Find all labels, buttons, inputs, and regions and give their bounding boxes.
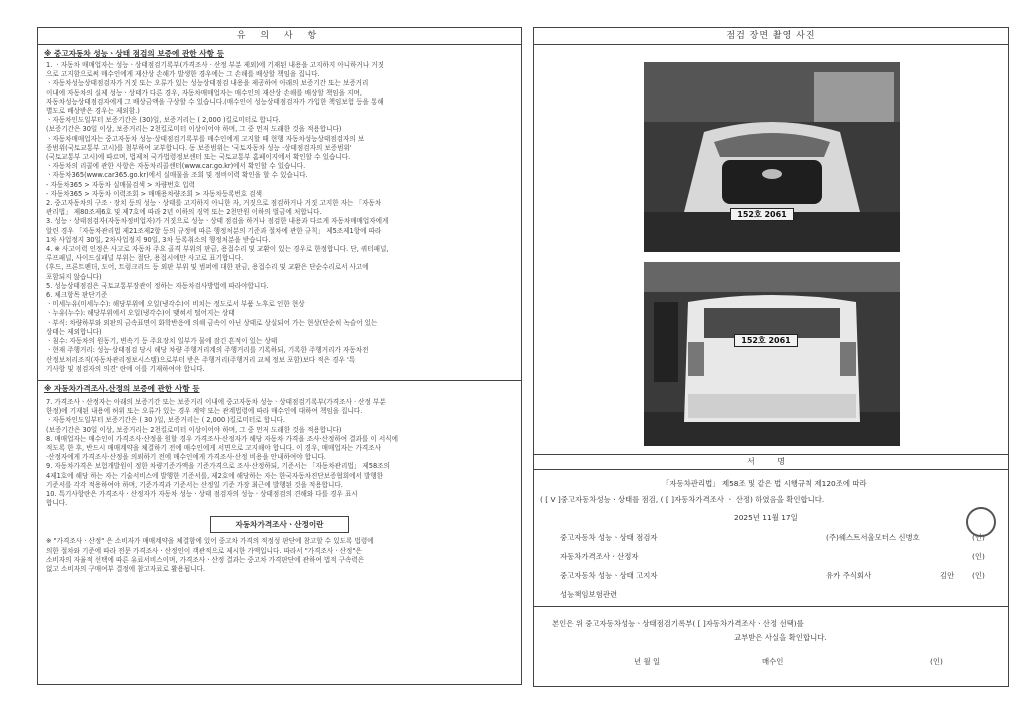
sec1-line: 포함되지 않습니다) [46,272,102,281]
sec1-line: - 자동차365 > 자동차 실매물검색 > 차량번호 입력 [46,180,195,189]
sec1-line: ㆍ현재 주행거리: 성능·상태점검 당시 해당 차량 주행거리계의 주행거리를 기록하되, 기록한 주행거리가 자동차전 [46,346,369,355]
section1-title: ※ 중고자동차 성능ㆍ상태 점검의 보증에 관한 사항 등 [44,49,224,58]
sec1-line: (국토교통부 고시)에 따르며, 법제처 국가법령정보센터 또는 국토교통부 홈페이지에서 확인할 수 있습니다. [46,153,351,162]
sec1-line: 상태는 제외합니다) [46,327,102,336]
sec2-line: (보증기간은 30일 이상, 보증거리는 2천킬로미터 이상이어야 하며, 그 중 먼저 도래한 것을 적용합니다) [46,425,342,434]
inspector-label: 중고자동차 성능ㆍ상태 점검자 [560,533,658,542]
sec1-line: ㆍ자동차성능상태점검자가 거짓 또는 오류가 있는 성능상태점검 내용을 제공하여 아래의 보증기간 또는 보증거리 [46,79,369,88]
sec1-line: ㆍ미세누유(미세누수): 해당부위에 오일(냉각수)이 비치는 정도로서 부품 노후로 인한 현상 [46,300,305,309]
notice-panel [37,27,522,685]
section2-lines [38,396,521,508]
inspector-seal: (인) [972,533,985,542]
section2-title: ※ 자동차가격조사.산정의 보증에 관한 사항 등 [38,380,521,396]
sec1-line: 5. 성능상태점검은 국토교통부장관이 정하는 자동차검사방법에 따라야합니다. [46,281,269,290]
sec1-line: 기사항 및 점검자의 의견' 란에 이를 기재하여야 합니다. [46,364,205,373]
section3-lines [38,535,521,574]
sec1-line: 2. 중고자동차의 구조ㆍ장치 등의 성능ㆍ상태를 고지하지 아니한 자, 거짓으로 점검하거나 거짓 고지한 자는 「자동차 [46,199,382,208]
sec2-line: 10. 특기사항란은 가격조사ㆍ산정자가 자동차 성능ㆍ상태 점검자의 성능ㆍ상태점검의 견해와 다를 경우 표시 [46,489,358,498]
photo-signature-panel [533,27,1009,687]
sec1-line: ㆍ자동차인도일부터 보증기간은 (30)일, 보증거리는 ( 2,000 )킬로미터로 합니다. [46,116,281,125]
rear-inspection-photo [644,262,900,446]
sec1-line: 별도로 배상받은 경우는 제외함.) [46,107,140,116]
sec1-line: ㆍ자동차매매업자는 중고자동차 성능·상태점검기록부를 매수인에게 고지할 때 현행 자동차성능상태점검자의 보 [46,134,365,143]
sec2-line: 적도록 한 후, 반드시 매매계약을 체결하기 전에 매수인에게 서면으로 고지해야 합니다. 이 경우, 매매업자는 가격조사 [46,443,381,452]
sec3-line: 의한 절차와 기준에 따라 전문 가격조사ㆍ산정인이 객관적으로 제시한 가액입니다. 따라서 "가격조사ㆍ산정"은 [46,546,362,555]
sec1-line: 알린 경우 「자동차관리법 제21조제2항 등의 규정에 따른 행정처분의 기준과 절차에 관한 규칙」 제5조제1항에 따라 [46,226,382,235]
inspector-name: (주)웨스트서울모터스 신병호 [826,533,920,542]
sec1-line: ㆍ부식: 차량하부와 외판의 금속표면이 화학반응에 의해 금속이 아닌 상태로 상실되어 가는 현상(단순히 녹슬어 있는 [46,318,378,327]
sec3-line: 없고 소비자의 구매여부 결정에 참고자료로 활용됩니다. [46,564,206,573]
sec1-line: ㆍ자동차의 리콜에 관한 사항은 자동차리콜센터(www.car.go.kr)에서 확인할 수 있습니다. [46,162,306,171]
price-assessor-seal: (인) [972,552,985,561]
sec1-line: 증범위(국토교통부 고시)를 첨부하여 교부합니다. 동 보증범위는 '국토자동차 성능 ·상태점검자의 보증범위' [46,143,352,152]
notifier-company: 유카 주식회사 [826,571,872,580]
insurance-label: 성능책임보험관련 [560,590,618,599]
sec1-line: 6. 체크항목 판단기준 [46,291,108,300]
rear-car-image [644,262,900,446]
sec2-line: 8. 매매업자는 매수인이 가격조사·산정을 원할 경우 가격조사·산정자가 해당 자동차 가격을 조사·산정하여 결과를 이 서식에 [46,434,398,443]
sec1-line: ㆍ자동차365(www.car365.go.kr)에서 실매물을 조회 및 정비이력 확인을 할 수 있습니다. [46,171,308,180]
receipt-confirmation: 교부받은 사실을 확인합니다. [734,633,827,642]
sec1-line: 4. ※ 사고이력 인정은 사고로 자동차 주요 골격 부위의 판금, 용접수리 및 교환이 있는 경우로 한정합니다. 단, 쿼터패널, [46,245,389,254]
sec1-line: 관리법」 제80조제6호 및 제7호에 따라 2년 이하의 징역 또는 2천만원 이하의 벌금에 처합니다. [46,208,322,217]
photo-header: 점검 장면 촬영 사진 [534,28,1008,45]
front-inspection-photo [644,62,900,252]
buyer-label: 매수인 [762,657,784,666]
notifier-label: 중고자동차 성능ㆍ상태 고지자 [560,571,658,580]
sec1-line: ㆍ침수: 자동차의 원동기, 변속기 등 주요장치 일부가 물에 잠긴 흔적이 있는 상태 [46,337,278,346]
price-assessor-label: 자동차가격조사ㆍ산정자 [560,552,639,561]
sec2-line: 합니다. [46,499,68,508]
sec1-line: - 자동차365 > 자동차 이력조회 > 매매용차량조회 > 자동차등록번호 검색 [46,189,263,198]
section1-lines [38,59,521,374]
sec1-line: 1차 사업정지 30일, 2차사업정지 90일, 3차 등록취소의 행정처분을 받습니다. [46,235,271,244]
sec1-line: (보증기간은 30일 이상, 보증거리는 2천킬로미터 이상이어야 하며, 그 중 먼저 도래한 것을 적용합니다) [46,125,342,134]
sec1-line: ㆍ누유(누수): 해당부위에서 오일(냉각수)이 맺혀서 떨어지는 상태 [46,309,235,318]
rear-license-plate: 152호 2061 [734,334,798,347]
signature-date: 2025년 11월 17일 [734,513,798,522]
sec1-line: (후드, 프론트펜더, 도어, 트렁크리드 등 외판 부위 및 범퍼에 대한 판금, 용접수리 및 교환은 단순수리로서 사고에 [46,263,369,272]
sec1-line: 으로 고지함으로써 매수인에게 재산상 손해가 발생한 경우에는 그 손해를 배상할 책임을 집니다. [46,70,320,79]
sec2-line: 9. 자동차가격은 보험개발원이 정한 차량기준가액을 기준가격으로 조사·산정하되, 기준서는 「자동차관리법」 제58조의 [46,462,390,471]
sec1-line: 루프패널, 사이드실패널 부위는 절단, 용접시에만 사고로 표기합니다. [46,254,244,263]
official-seal-stamp [966,507,996,537]
front-car-image [644,62,900,252]
law-reference: 「자동차관리법」 제58조 및 같은 법 시행규칙 제120조에 따라 [662,479,867,488]
sec2-line: ·산정자에게 가격조사·산정을 의뢰하기 전에 매수인에게 가격조사·산정 비용을 안내하여야 합니다. [46,453,326,462]
receipt-date: 년 월 일 [634,657,661,666]
sec1-line: 1. ㆍ자동차 매매업자는 성능ㆍ상태점검기록부(가격조사 · 산정 부분 제외)에 기재된 내용을 고지하지 아니하거나 거짓 [46,61,385,69]
sec2-line: ㆍ자동차인도일부터 보증기간은 ( 30 )일, 보증거리는 ( 2,000 )킬로미터로 합니다. [46,416,285,425]
notice-header: 유 의 사 항 [38,28,521,45]
sec2-line: 4제1호에 해당 하는 자는 기술서비스에 발행한 기준서를, 제2호에 해당하는 자는 한국자동차진단보증협회에서 발행한 [46,471,384,480]
notifier-name: 김안 [940,571,955,580]
sec1-line: 산정보처리조직(자동차관리정보시스템)으로부터 받은 주행거리(주행거리 교체 정보 포함)보다 적은 경우 '특 [46,355,356,364]
buyer-seal: (인) [930,657,943,666]
sec1-line: 자동차성능상태점검자에게 그 배상금액을 구상할 수 있습니다.(매수인이 성능상태점검자가 가입한 책임보험 등을 통해 [46,97,384,106]
sec1-line: 3. 성능ㆍ상태점검자(자동차정비업자)가 거짓으로 성능ㆍ상태 점검을 하거나 점검한 내용과 다르게 자동차매매업자에게 [46,217,389,226]
sec1-line: 이내에 자동차의 실제 성능ㆍ상태가 다른 경우, 자동차매매업자는 매수인의 재산상 손해를 배상할 책임을 지며, [46,88,362,97]
front-license-plate: 152호 2061 [730,208,794,221]
signature-header: 서 명 [534,454,1008,470]
sec3-line: ※ "가격조사ㆍ산정" 은 소비자가 매매계약을 체결함에 있어 중고차 가격의 적정성 판단에 참고할 수 있도록 법령에 [46,537,374,546]
confirmation-statement: ( [ V ]중고자동차성능ㆍ상태를 점검, ( [ ]자동차가격조사 ㆍ 산정) 하였음을 확인합니다. [540,495,825,504]
notifier-seal: (인) [972,571,985,580]
sec2-line: 한정)에 기재된 내용에 허위 또는 오류가 있는 경우 계약 또는 관계법령에 따라 매수인에 대하여 책임을 집니다. [46,407,363,416]
receipt-divider [534,606,1008,607]
receipt-statement: 본인은 위 중고자동차성능ㆍ상태점검기록부( [ ]자동차가격조사ㆍ산정 선택)를 [552,619,804,628]
sec2-line: 7. 가격조사ㆍ산정자는 아래의 보증기간 또는 보증거리 이내에 중고자동차 성능ㆍ상태점검기록부(가격조사 · 산정 부분 [46,397,386,406]
sec3-line: 소비자의 자율적 선택에 따른 유료서비스이며, 가격조사ㆍ산정 결과는 중고차 가격판단에 관하여 법적 구속력은 [46,555,365,564]
section3-title: 자동차가격조사ㆍ산정이란 [210,516,348,533]
sec2-line: 기준서를 각각 적용하여야 하며, 기준가격과 기준서는 산정일 기준 가장 최근에 발행된 것을 적용합니다. [46,480,343,489]
